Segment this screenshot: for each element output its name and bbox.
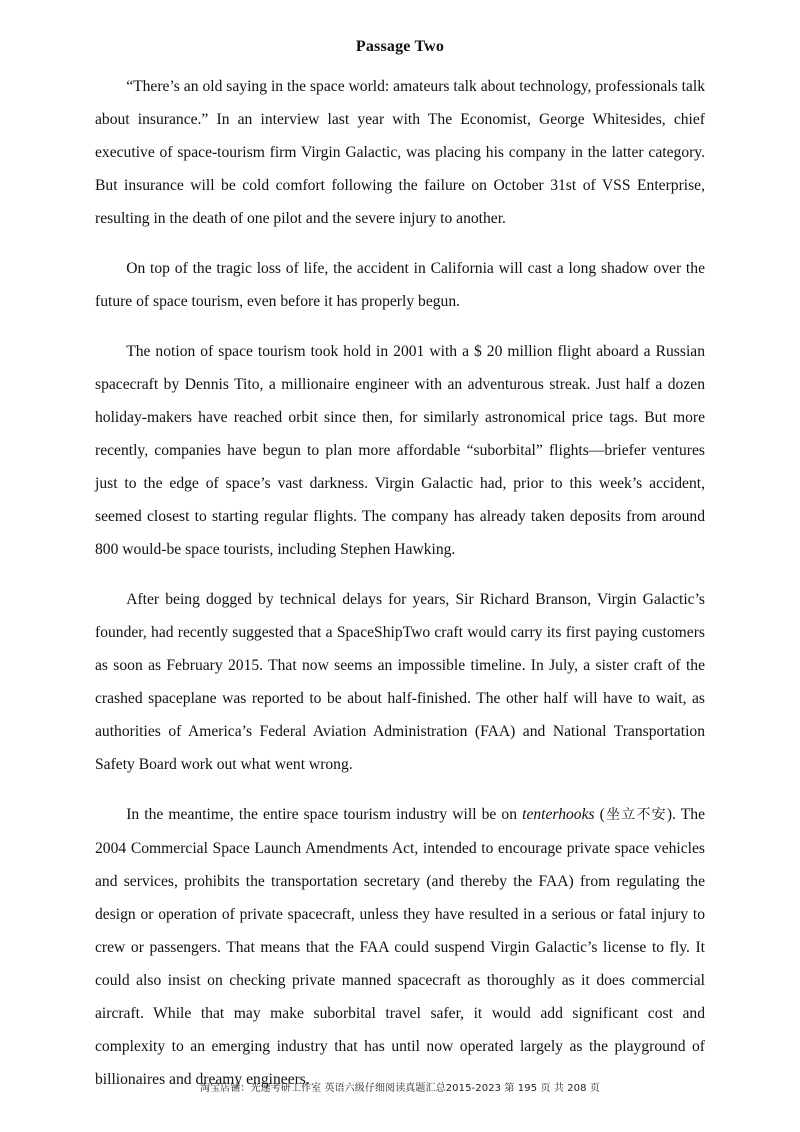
paragraph-5 — [95, 798, 705, 1096]
gloss-open: ( — [594, 806, 605, 823]
gloss-close: ). — [666, 806, 676, 823]
passage-title: Passage Two — [355, 38, 445, 55]
paragraph-5-rest: The 2004 Commercial Space Launch Amendments Act, intended to encourage private space vehicles and services, prohibits the transportation secretary (and thereby the FAA) from regulating the design or operation of private spacecraft, unless they have resulted in a serious or fatal injury to crew or passengers. That means that the FAA could suspend Virgin Galactic’s license to fly. It could also insist on checking private manned spacecraft as thoroughly as it does commercial aircraft. While that may make suborbital travel safer, it would add significant cost and complexity to an emerging industry that has until now operated largely as the playground of billionaires and dreamy engineers. — [95, 806, 706, 1088]
page-footer: 淘宝店铺：光速考研工作室 英语六级仔细阅读真题汇总2015-2023 第 195 页 共 208 页 — [200, 1083, 600, 1094]
tenterhooks-term: tenterhooks — [522, 806, 595, 823]
chinese-gloss: 坐立不安 — [604, 807, 667, 823]
paragraph-5-lead: In the meantime, the entire space tourism industry will be on — [126, 806, 523, 823]
paragraph-2: On top of the tragic loss of life, the accident in California will cast a long shadow over the future of space tourism, even before it has properly begun. — [95, 260, 705, 310]
passage-body — [95, 70, 705, 1096]
paragraph-3: The notion of space tourism took hold in 2001 with a $ 20 million flight aboard a Russian spacecraft by Dennis Tito, a millionaire engineer with an adventurous streak. Just half a dozen holiday-makers have reached orbit since then, for similarly astronomical price tags. But more recently, companies have begun to plan more affordable “suborbital” flights—briefer ventures just to the edge of space’s vast darkness. Virgin Galactic had, prior to this week’s accident, seemed closest to starting regular flights. The company has already taken deposits from around 800 would-be space tourists, including Stephen Hawking. — [95, 343, 705, 558]
paragraph-4: After being dogged by technical delays for years, Sir Richard Branson, Virgin Galactic’s founder, had recently suggested that a SpaceShipTwo craft would carry its first paying customers as soon as February 2015. That now seems an impossible timeline. In July, a sister craft of the crashed spaceplane was reported to be about half-finished. The other half will have to wait, as authorities of America’s Federal Aviation Administration (FAA) and National Transportation Safety Board work out what went wrong. — [95, 591, 705, 773]
paragraph-1: “There’s an old saying in the space world: amateurs talk about technology, professionals talk about insurance.” In an interview last year with The Economist, George Whitesides, chief executive of space-tourism firm Virgin Galactic, was placing his company in the latter category. But insurance will be cold comfort following the failure on October 31st of VSS Enterprise, resulting in the death of one pilot and the severe injury to another. — [95, 78, 705, 227]
